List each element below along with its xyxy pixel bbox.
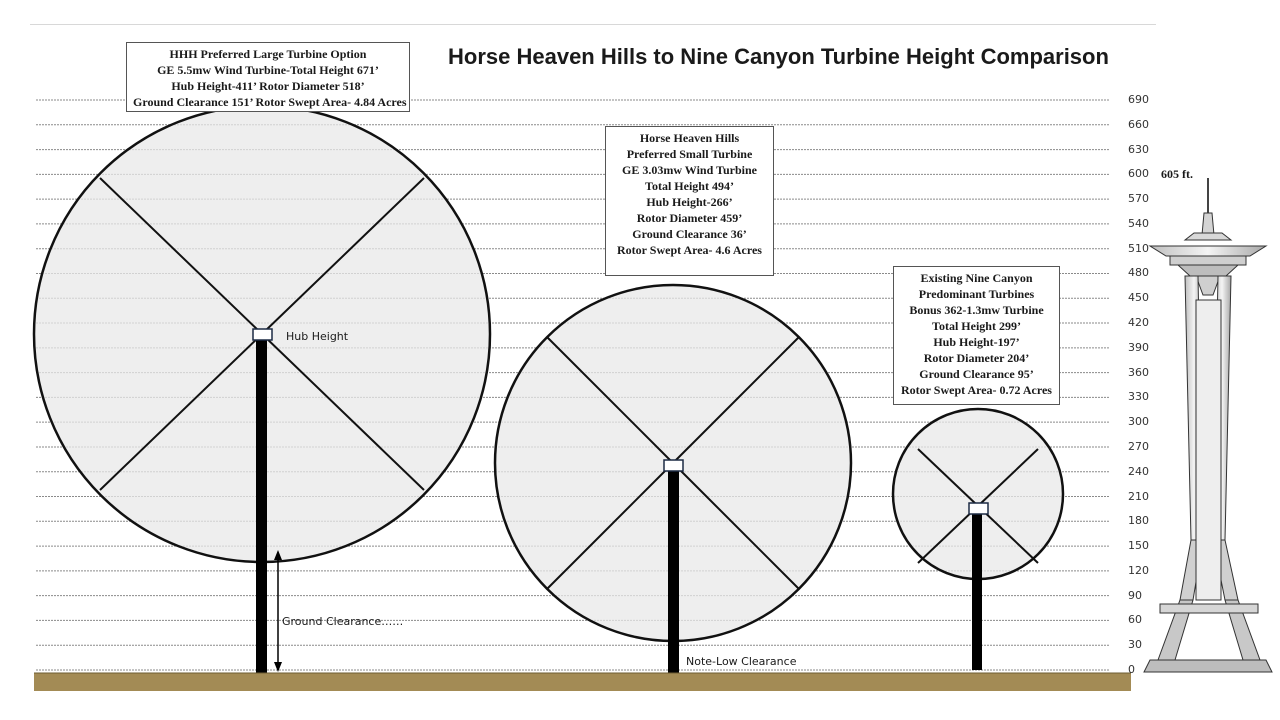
small-info-line: Hub Height-266’: [646, 195, 733, 209]
scale-tick-label: 90: [1128, 588, 1142, 602]
small-tower: [668, 467, 679, 676]
small-info-line: GE 3.03mw Wind Turbine: [622, 163, 757, 177]
nine-canyon-info-line: Bonus 362-1.3mw Turbine: [909, 303, 1044, 317]
scale-tick-label: 360: [1128, 365, 1149, 379]
scale-tick-label: 180: [1128, 514, 1149, 528]
nine-canyon-nacelle: [969, 503, 988, 514]
small-info-line: Preferred Small Turbine: [626, 147, 753, 161]
nine-canyon-info-line: Ground Clearance 95’: [919, 367, 1034, 381]
small-info-line: Horse Heaven Hills: [639, 131, 740, 145]
low-clearance-note: Note-Low Clearance: [686, 655, 797, 668]
scale-tick-label: 390: [1128, 340, 1149, 354]
scale-tick-label: 540: [1128, 216, 1149, 230]
scale-tick-label: 210: [1128, 489, 1149, 503]
scale-tick-label: 60: [1128, 613, 1142, 627]
large-turbine-info-box: [126, 42, 410, 112]
large-nacelle: [253, 329, 272, 340]
ground-strip: [34, 673, 1131, 691]
small-info-line: Rotor Diameter 459’: [636, 211, 743, 225]
small-info-line: Total Height 494’: [645, 179, 734, 193]
scale-tick-label: 30: [1128, 638, 1142, 652]
scale-tick-label: 480: [1128, 266, 1149, 280]
scale-tick-label: 450: [1128, 291, 1149, 305]
space-needle-height-label: 605 ft.: [1161, 167, 1193, 181]
scale-tick-label: 240: [1128, 464, 1149, 478]
hub-height-label: Hub Height: [286, 330, 349, 343]
nine-canyon-info-line: Existing Nine Canyon: [920, 271, 1033, 285]
nine-canyon-info-box: [893, 266, 1060, 405]
small-info-line: Rotor Swept Area- 4.6 Acres: [617, 243, 762, 257]
scale-tick-label: 330: [1128, 390, 1149, 404]
nine-canyon-info-line: Predominant Turbines: [918, 287, 1035, 301]
large-info-line: Hub Height-411’ Rotor Diameter 518’: [171, 79, 365, 93]
scale-tick-label: 150: [1128, 539, 1149, 553]
scale-tick-label: 570: [1128, 192, 1149, 206]
large-info-line: Ground Clearance 151’ Rotor Swept Area- 4.84 Acres: [133, 95, 407, 109]
nine-canyon-turbine: [893, 409, 1063, 670]
small-turbine-info-box: [605, 126, 774, 276]
nine-canyon-tower: [972, 510, 982, 670]
small-info-line: Ground Clearance 36’: [632, 227, 747, 241]
scale-tick-label: 0: [1128, 663, 1135, 676]
large-tower: [256, 338, 267, 676]
small-nacelle: [664, 460, 683, 471]
scale-tick-label: 510: [1128, 241, 1149, 255]
scale-tick-label: 420: [1128, 316, 1149, 330]
diagram-title: Horse Heaven Hills to Nine Canyon Turbine Height Comparison: [448, 44, 1109, 69]
scale-tick-label: 270: [1128, 439, 1149, 453]
small-turbine: [495, 285, 851, 676]
scale-tick-label: 120: [1128, 563, 1149, 577]
scale-tick-label: 300: [1128, 415, 1149, 429]
nine-canyon-info-line: Total Height 299’: [932, 319, 1021, 333]
space-needle-illustration: [1144, 178, 1272, 672]
scale-tick-label: 600: [1128, 167, 1149, 181]
scale-tick-label: 660: [1128, 117, 1149, 131]
large-turbine: [34, 106, 490, 676]
nine-canyon-info-line: Hub Height-197’: [933, 335, 1020, 349]
scale-tick-label: 690: [1128, 93, 1149, 106]
large-info-line: HHH Preferred Large Turbine Option: [169, 47, 367, 61]
large-info-line: GE 5.5mw Wind Turbine-Total Height 671’: [157, 63, 379, 77]
scale-tick-label: 630: [1128, 142, 1149, 156]
nine-canyon-info-line: Rotor Swept Area- 0.72 Acres: [901, 383, 1052, 397]
ground-clearance-label: Ground Clearance……: [282, 615, 404, 628]
nine-canyon-info-line: Rotor Diameter 204’: [923, 351, 1030, 365]
